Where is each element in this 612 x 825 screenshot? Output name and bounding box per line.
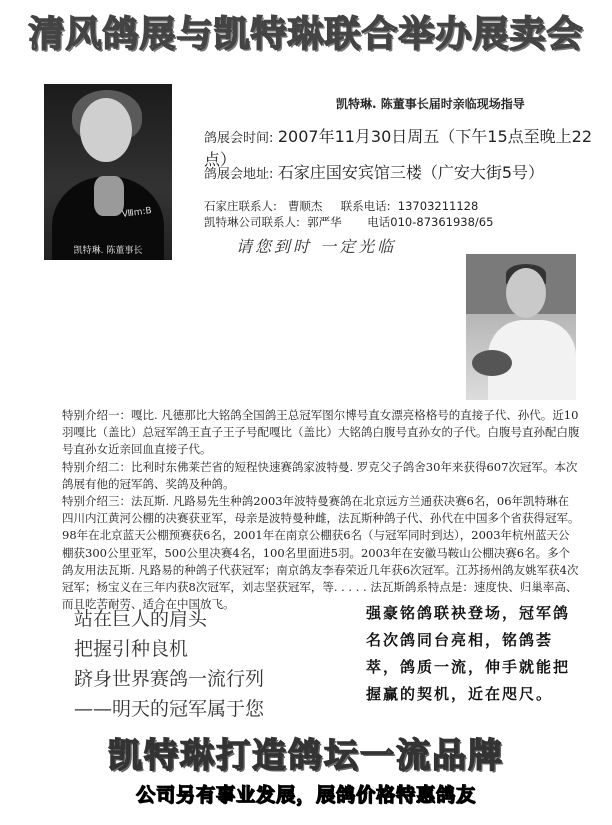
guidance-note: 凯特琳. 陈董事长届时亲临现场指导 (336, 97, 525, 111)
intro-3: 特别介绍三：法瓦斯. 凡路易先生种鸽2003年波特曼赛鸽在北京远方兰通获决赛6名，06年凯特琳在四川内江黄河公棚的决赛获亚军，母亲是波特曼种雌，法瓦斯种鸽子代、孙代在中国多个省获得冠军。98年在北京蓝天公棚预赛获6名，2001年在南京公棚获6名（与冠军同时到达），2003年杭州蓝天公棚获300公里亚军，500公里决赛4名，100名里面进5羽。2003年在安徽马鞍山公棚决赛6名。多个鸽友用法瓦斯. 凡路易的种鸽子代获冠军；南京鸽友李春荣近几年获6次冠军。江苏扬州鸽友姚军获4次冠军；杨宝义在三年内获8次冠军，刘志坚获冠军，等. . . . . 法瓦斯鸽系特点是：速度快、归巢率高、而且吃苦耐劳、适合在中国放飞。 (62, 494, 580, 612)
photo-caption: 凯特琳. 陈董事长 (73, 246, 143, 256)
breeder-photo (466, 254, 576, 400)
chairwoman-photo (44, 84, 172, 260)
promo-slogan: 强豪铭鸽联袂登场，冠军鸽名次鸽同台亮相，铭鸽荟萃，鸽质一流，伸手就能把握赢的契机，近在咫尺。 (366, 604, 571, 703)
photo-signature: Ⅷm:B (121, 205, 153, 221)
contact-local: 石家庄联系人: 曹顺杰 联系电话: 13703211128 (204, 199, 479, 213)
invitation-line: 请您到时 一定光临 (236, 237, 397, 256)
event-time-label: 鸽展会时间: (204, 131, 274, 146)
introductions (62, 407, 580, 613)
poem-line-1: 站在巨人的肩头 (74, 608, 208, 630)
footer-note: 公司另有事业发展，展鸽价格特惠鸽友 (135, 784, 476, 806)
contact-company: 凯特琳公司联系人: 郭严华 电话010-87361938/65 (204, 215, 494, 229)
event-time-value: 2007年11月30日周五（下午15点至晚上22点） (204, 127, 593, 169)
intro-2: 特别介绍二：比利时东佛莱芒省的短程快速赛鸽家波特曼. 罗克父子鸽舍30年来获得607次冠军。本次鸽展有他的冠军鸽、奖鸽及种鸽。 (62, 459, 578, 491)
brand-banner: 凯特琳打造鸽坛一流品牌 (108, 736, 504, 776)
intro-1: 特别介绍一：嘎比. 凡德那比大铭鸽全国鸽王总冠军图尔博号直女漂亮格格号的直接子代、孙代。近10羽嘎比（盖比）总冠军鸽王直子王子号配嘎比（盖比）大铭鸽白腹号直孙女的子代。白腹号直孙配白腹号直孙女近亲回血直接子代。 (62, 408, 580, 457)
poem-line-4: ——明天的冠军属于您 (74, 698, 265, 720)
poem-line-3: 跻身世界赛鸽一流行列 (74, 668, 265, 690)
event-address-label: 鸽展会地址: (204, 167, 274, 182)
page-title: 清风鸽展与凯特琳联合举办展卖会 (28, 14, 584, 55)
poem-line-2: 把握引种良机 (74, 638, 189, 660)
event-address (204, 160, 544, 183)
event-address-value: 石家庄国安宾馆三楼（广安大街5号） (277, 163, 545, 182)
